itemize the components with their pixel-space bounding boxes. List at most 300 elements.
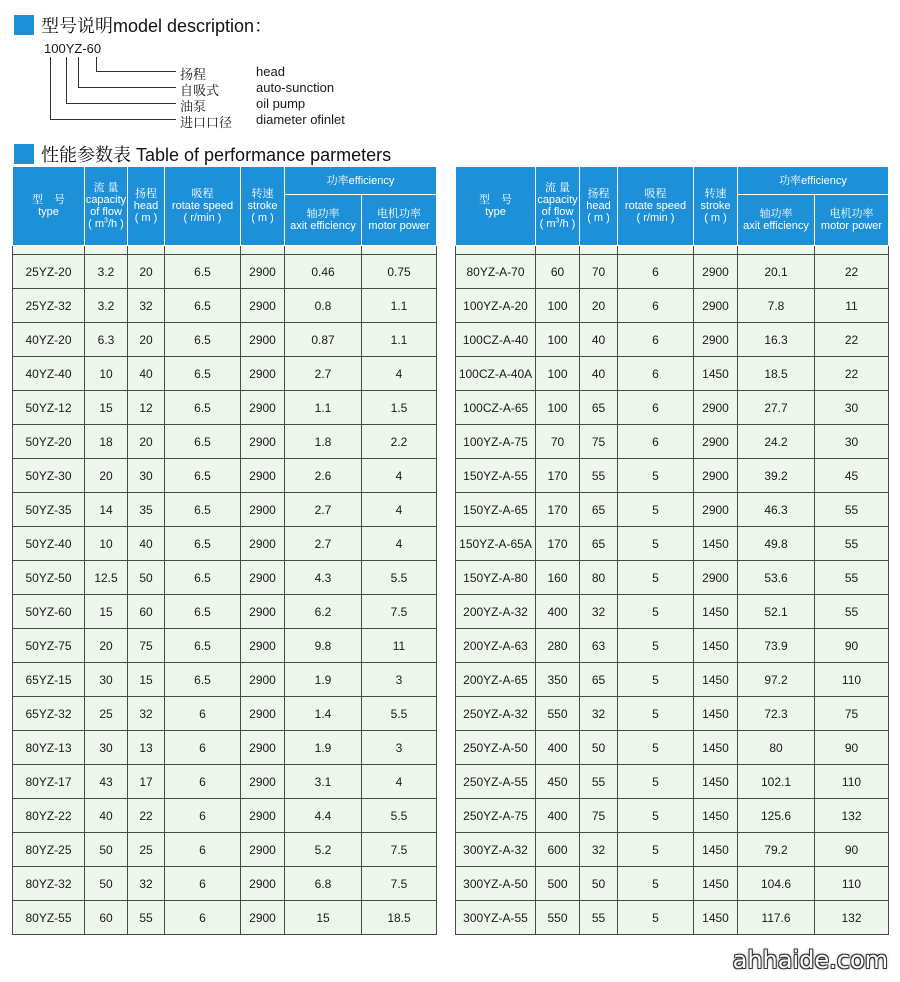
- cell-suction: 6: [165, 901, 241, 935]
- cell-speed: 2900: [694, 289, 738, 323]
- cell-suction: 5: [618, 833, 694, 867]
- cell-suction: 5: [618, 765, 694, 799]
- cell-head: 50: [580, 867, 618, 901]
- cell-head: 60: [128, 595, 165, 629]
- cell-flow: 10: [85, 357, 128, 391]
- leader-line-head: [96, 57, 97, 72]
- spacer-cell: [128, 246, 165, 255]
- table-body-left: [13, 246, 437, 935]
- cell-motor-power: 4: [362, 527, 437, 561]
- cell-flow: 10: [85, 527, 128, 561]
- table-row: [456, 459, 889, 493]
- cell-shaft-power: 52.1: [738, 595, 815, 629]
- cell-head: 63: [580, 629, 618, 663]
- cell-speed: 1450: [694, 765, 738, 799]
- cell-head: 35: [128, 493, 165, 527]
- cell-speed: 2900: [694, 459, 738, 493]
- cell-suction: 6.5: [165, 629, 241, 663]
- cell-suction: 6.5: [165, 663, 241, 697]
- cell-speed: 1450: [694, 697, 738, 731]
- cell-shaft-power: 4.4: [285, 799, 362, 833]
- cell-type: 50YZ-12: [13, 391, 85, 425]
- cell-head: 40: [128, 527, 165, 561]
- cell-suction: 6: [165, 867, 241, 901]
- cell-type: 80YZ-13: [13, 731, 85, 765]
- cell-suction: 5: [618, 663, 694, 697]
- cell-flow: 60: [536, 255, 580, 289]
- cell-speed: 2900: [241, 561, 285, 595]
- watermark: ahhaide.com: [732, 946, 888, 974]
- header-type: 型 号 type: [456, 167, 536, 246]
- table-row: [456, 323, 889, 357]
- header-motor-power: 电机功率 motor power: [815, 195, 889, 246]
- cell-speed: 2900: [694, 323, 738, 357]
- cell-suction: 6: [165, 731, 241, 765]
- cell-speed: 1450: [694, 833, 738, 867]
- spacer-cell: [456, 246, 536, 255]
- cell-type: 50YZ-35: [13, 493, 85, 527]
- cell-head: 20: [580, 289, 618, 323]
- spacer-cell: [618, 246, 694, 255]
- cell-flow: 400: [536, 731, 580, 765]
- table-row: [456, 595, 889, 629]
- cell-motor-power: 22: [815, 357, 889, 391]
- table-row: [456, 527, 889, 561]
- cell-flow: 6.3: [85, 323, 128, 357]
- cell-head: 55: [580, 459, 618, 493]
- cell-shaft-power: 2.7: [285, 493, 362, 527]
- cell-shaft-power: 79.2: [738, 833, 815, 867]
- table-row: [13, 459, 437, 493]
- table-row: [456, 289, 889, 323]
- cell-suction: 6.5: [165, 527, 241, 561]
- label-self-priming-cn: 自吸式: [180, 83, 220, 98]
- cell-suction: 5: [618, 493, 694, 527]
- table-row: [13, 357, 437, 391]
- leader-line-inlet: [50, 57, 51, 120]
- cell-head: 75: [128, 629, 165, 663]
- spacer-cell: [285, 246, 362, 255]
- table-row: [13, 901, 437, 935]
- cell-speed: 2900: [241, 595, 285, 629]
- table-row: [456, 901, 889, 935]
- spacer-cell: [241, 246, 285, 255]
- label-inlet-en: diameter ofinlet: [256, 112, 345, 127]
- cell-type: 65YZ-15: [13, 663, 85, 697]
- cell-type: 50YZ-40: [13, 527, 85, 561]
- cell-suction: 6: [618, 391, 694, 425]
- cell-flow: 600: [536, 833, 580, 867]
- cell-type: 25YZ-20: [13, 255, 85, 289]
- cell-motor-power: 22: [815, 255, 889, 289]
- header-shaft-power: 轴功率 axit efficiency: [285, 195, 362, 246]
- spacer-cell: [815, 246, 889, 255]
- cell-flow: 14: [85, 493, 128, 527]
- table-row: [456, 731, 889, 765]
- cell-shaft-power: 16.3: [738, 323, 815, 357]
- cell-flow: 100: [536, 323, 580, 357]
- cell-motor-power: 45: [815, 459, 889, 493]
- cell-speed: 2900: [241, 527, 285, 561]
- cell-type: 200YZ-A-32: [456, 595, 536, 629]
- cell-shaft-power: 1.9: [285, 663, 362, 697]
- table-row: [13, 697, 437, 731]
- model-description-diagram: [40, 40, 400, 130]
- cell-shaft-power: 3.1: [285, 765, 362, 799]
- cell-speed: 2900: [241, 833, 285, 867]
- cell-shaft-power: 2.6: [285, 459, 362, 493]
- cell-speed: 2900: [241, 289, 285, 323]
- table-row: [13, 425, 437, 459]
- table-row: [13, 561, 437, 595]
- cell-motor-power: 90: [815, 833, 889, 867]
- cell-motor-power: 1.1: [362, 289, 437, 323]
- table-row: [13, 391, 437, 425]
- table-spacer-row: [13, 246, 437, 255]
- cell-motor-power: 5.5: [362, 799, 437, 833]
- cell-shaft-power: 0.87: [285, 323, 362, 357]
- cell-head: 75: [580, 425, 618, 459]
- cell-motor-power: 5.5: [362, 561, 437, 595]
- cell-flow: 20: [85, 459, 128, 493]
- table-row: [456, 357, 889, 391]
- leader-line-oil-pump-h: [66, 103, 176, 104]
- leader-line-self-priming: [78, 57, 79, 88]
- cell-flow: 170: [536, 459, 580, 493]
- cell-flow: 160: [536, 561, 580, 595]
- cell-suction: 6.5: [165, 493, 241, 527]
- label-head-cn: 扬程: [180, 67, 207, 82]
- header-power-group: 功率efficiency: [738, 167, 889, 195]
- table-row: [456, 425, 889, 459]
- cell-speed: 2900: [241, 493, 285, 527]
- label-inlet-cn: 进口口径: [180, 115, 233, 130]
- table-row: [13, 323, 437, 357]
- cell-motor-power: 55: [815, 493, 889, 527]
- cell-type: 50YZ-75: [13, 629, 85, 663]
- performance-table-left: [12, 166, 437, 935]
- cell-motor-power: 30: [815, 425, 889, 459]
- cell-speed: 1450: [694, 595, 738, 629]
- table-row: [13, 527, 437, 561]
- cell-motor-power: 7.5: [362, 595, 437, 629]
- cell-motor-power: 1.5: [362, 391, 437, 425]
- spacer-cell: [580, 246, 618, 255]
- cell-shaft-power: 0.46: [285, 255, 362, 289]
- cell-flow: 3.2: [85, 255, 128, 289]
- cell-suction: 5: [618, 459, 694, 493]
- section-title-performance: [14, 141, 391, 167]
- cell-speed: 2900: [241, 255, 285, 289]
- table-row: [456, 391, 889, 425]
- cell-type: 150YZ-A-65A: [456, 527, 536, 561]
- cell-flow: 15: [85, 595, 128, 629]
- cell-type: 80YZ-17: [13, 765, 85, 799]
- cell-type: 50YZ-20: [13, 425, 85, 459]
- table-row: [13, 765, 437, 799]
- cell-type: 200YZ-A-65: [456, 663, 536, 697]
- section-title-text: 型号说明model description：: [41, 16, 273, 36]
- cell-speed: 1450: [694, 901, 738, 935]
- spacer-cell: [738, 246, 815, 255]
- cell-type: 250YZ-A-75: [456, 799, 536, 833]
- cell-head: 70: [580, 255, 618, 289]
- cell-flow: 500: [536, 867, 580, 901]
- cell-speed: 1450: [694, 731, 738, 765]
- cell-suction: 6: [165, 833, 241, 867]
- cell-motor-power: 4: [362, 357, 437, 391]
- cell-flow: 550: [536, 697, 580, 731]
- cell-head: 20: [128, 255, 165, 289]
- leader-line-oil-pump: [66, 57, 67, 104]
- cell-shaft-power: 49.8: [738, 527, 815, 561]
- cell-type: 40YZ-20: [13, 323, 85, 357]
- table-row: [456, 867, 889, 901]
- cell-speed: 1450: [694, 663, 738, 697]
- cell-flow: 3.2: [85, 289, 128, 323]
- cell-shaft-power: 5.2: [285, 833, 362, 867]
- section-title-model-description: [14, 12, 272, 38]
- header-flow: 流 量 capacity of flow ( $m^3/h$ ): [85, 167, 128, 246]
- cell-type: 250YZ-A-32: [456, 697, 536, 731]
- cell-motor-power: 4: [362, 459, 437, 493]
- header-speed: 转速 stroke ( m ): [241, 167, 285, 246]
- cell-motor-power: 3: [362, 663, 437, 697]
- cell-speed: 1450: [694, 867, 738, 901]
- cell-suction: 5: [618, 799, 694, 833]
- table-row: [456, 663, 889, 697]
- cell-flow: 40: [85, 799, 128, 833]
- cell-motor-power: 11: [362, 629, 437, 663]
- cell-suction: 6: [618, 425, 694, 459]
- cell-flow: 60: [85, 901, 128, 935]
- table-row: [13, 289, 437, 323]
- cell-speed: 2900: [241, 391, 285, 425]
- table-row: [13, 595, 437, 629]
- cell-speed: 2900: [241, 357, 285, 391]
- cell-shaft-power: 1.8: [285, 425, 362, 459]
- cell-motor-power: 1.1: [362, 323, 437, 357]
- cell-shaft-power: 9.8: [285, 629, 362, 663]
- header-speed: 转速 stroke ( m ): [694, 167, 738, 246]
- header-flow: 流 量 capacity of flow ( $m^3/h$ ): [536, 167, 580, 246]
- leader-line-head-h: [96, 71, 176, 72]
- cell-motor-power: 110: [815, 663, 889, 697]
- cell-shaft-power: 1.9: [285, 731, 362, 765]
- cell-type: 80YZ-25: [13, 833, 85, 867]
- cell-head: 25: [128, 833, 165, 867]
- cell-speed: 2900: [241, 697, 285, 731]
- cell-motor-power: 30: [815, 391, 889, 425]
- cell-suction: 6.5: [165, 391, 241, 425]
- cell-shaft-power: 39.2: [738, 459, 815, 493]
- cell-motor-power: 110: [815, 765, 889, 799]
- cell-speed: 2900: [694, 561, 738, 595]
- cell-flow: 50: [85, 867, 128, 901]
- cell-head: 65: [580, 527, 618, 561]
- leader-line-self-priming-h: [78, 87, 176, 88]
- cell-suction: 6: [165, 765, 241, 799]
- cell-suction: 6: [165, 697, 241, 731]
- cell-type: 250YZ-A-55: [456, 765, 536, 799]
- cell-shaft-power: 73.9: [738, 629, 815, 663]
- cell-speed: 1450: [694, 629, 738, 663]
- cell-motor-power: 7.5: [362, 867, 437, 901]
- cell-head: 40: [580, 357, 618, 391]
- cell-flow: 70: [536, 425, 580, 459]
- cell-flow: 100: [536, 391, 580, 425]
- cell-motor-power: 55: [815, 595, 889, 629]
- cell-head: 20: [128, 323, 165, 357]
- cell-suction: 5: [618, 527, 694, 561]
- cell-motor-power: 4: [362, 493, 437, 527]
- cell-shaft-power: 6.2: [285, 595, 362, 629]
- cell-motor-power: 2.2: [362, 425, 437, 459]
- cell-shaft-power: 4.3: [285, 561, 362, 595]
- header-head: 扬程 head ( m ): [580, 167, 618, 246]
- header-suction: 吸程 rotate speed ( r/min ): [618, 167, 694, 246]
- header-shaft-power: 轴功率 axit efficiency: [738, 195, 815, 246]
- cell-type: 100YZ-A-75: [456, 425, 536, 459]
- cell-flow: 18: [85, 425, 128, 459]
- spacer-cell: [85, 246, 128, 255]
- cell-shaft-power: 46.3: [738, 493, 815, 527]
- cell-flow: 170: [536, 527, 580, 561]
- cell-shaft-power: 20.1: [738, 255, 815, 289]
- cell-head: 32: [128, 697, 165, 731]
- cell-motor-power: 7.5: [362, 833, 437, 867]
- cell-type: 300YZ-A-50: [456, 867, 536, 901]
- cell-speed: 2900: [241, 901, 285, 935]
- table-row: [456, 255, 889, 289]
- cell-head: 15: [128, 663, 165, 697]
- cell-shaft-power: 104.6: [738, 867, 815, 901]
- cell-suction: 6.5: [165, 255, 241, 289]
- label-oil-pump-en: oil pump: [256, 96, 306, 111]
- cell-flow: 12.5: [85, 561, 128, 595]
- cell-suction: 6.5: [165, 357, 241, 391]
- cell-shaft-power: 2.7: [285, 357, 362, 391]
- table-row: [456, 765, 889, 799]
- header-type: 型 号 type: [13, 167, 85, 246]
- section-title-text: 性能参数表 Table of performance parmeters: [41, 145, 392, 165]
- cell-type: 300YZ-A-55: [456, 901, 536, 935]
- cell-type: 150YZ-A-80: [456, 561, 536, 595]
- cell-speed: 1450: [694, 527, 738, 561]
- cell-shaft-power: 1.4: [285, 697, 362, 731]
- cell-flow: 400: [536, 595, 580, 629]
- cell-suction: 6.5: [165, 425, 241, 459]
- cell-speed: 2900: [241, 799, 285, 833]
- table-row: [13, 833, 437, 867]
- cell-head: 50: [128, 561, 165, 595]
- cell-type: 50YZ-50: [13, 561, 85, 595]
- cell-shaft-power: 97.2: [738, 663, 815, 697]
- table-spacer-row: [456, 246, 889, 255]
- cell-speed: 2900: [241, 867, 285, 901]
- cell-type: 250YZ-A-50: [456, 731, 536, 765]
- label-self-priming-en: auto-sunction: [256, 80, 335, 95]
- header-head: 扬程 head ( m ): [128, 167, 165, 246]
- table-row: [456, 629, 889, 663]
- cell-flow: 30: [85, 731, 128, 765]
- table-row: [13, 731, 437, 765]
- cell-shaft-power: 0.8: [285, 289, 362, 323]
- table-row: [13, 255, 437, 289]
- table-row: [456, 493, 889, 527]
- cell-type: 40YZ-40: [13, 357, 85, 391]
- cell-flow: 400: [536, 799, 580, 833]
- cell-suction: 5: [618, 697, 694, 731]
- table-row: [13, 629, 437, 663]
- spacer-cell: [362, 246, 437, 255]
- cell-head: 65: [580, 391, 618, 425]
- cell-shaft-power: 117.6: [738, 901, 815, 935]
- spacer-cell: [536, 246, 580, 255]
- label-oil-pump-cn: 油泵: [180, 99, 207, 114]
- cell-head: 32: [128, 867, 165, 901]
- cell-type: 100CZ-A-65: [456, 391, 536, 425]
- table-row: [13, 799, 437, 833]
- cell-flow: 450: [536, 765, 580, 799]
- cell-head: 17: [128, 765, 165, 799]
- cell-head: 32: [580, 697, 618, 731]
- cell-shaft-power: 2.7: [285, 527, 362, 561]
- cell-suction: 6: [165, 799, 241, 833]
- cell-type: 100CZ-A-40A: [456, 357, 536, 391]
- cell-head: 20: [128, 425, 165, 459]
- cell-head: 75: [580, 799, 618, 833]
- table-row: [13, 493, 437, 527]
- table-row: [456, 561, 889, 595]
- cell-head: 55: [580, 901, 618, 935]
- cell-motor-power: 18.5: [362, 901, 437, 935]
- cell-shaft-power: 7.8: [738, 289, 815, 323]
- cell-flow: 20: [85, 629, 128, 663]
- cell-shaft-power: 1.1: [285, 391, 362, 425]
- cell-suction: 6.5: [165, 561, 241, 595]
- cell-head: 12: [128, 391, 165, 425]
- cell-type: 80YZ-A-70: [456, 255, 536, 289]
- cell-head: 32: [580, 833, 618, 867]
- cell-shaft-power: 6.8: [285, 867, 362, 901]
- cell-suction: 6: [618, 255, 694, 289]
- table-row: [456, 697, 889, 731]
- cell-shaft-power: 53.6: [738, 561, 815, 595]
- cell-suction: 6.5: [165, 459, 241, 493]
- cell-speed: 1450: [694, 357, 738, 391]
- cell-flow: 100: [536, 357, 580, 391]
- cell-type: 65YZ-32: [13, 697, 85, 731]
- cell-suction: 5: [618, 867, 694, 901]
- cell-type: 80YZ-22: [13, 799, 85, 833]
- header-power-group: 功率efficiency: [285, 167, 437, 195]
- header-motor-power: 电机功率 motor power: [362, 195, 437, 246]
- cell-head: 40: [128, 357, 165, 391]
- cell-shaft-power: 102.1: [738, 765, 815, 799]
- cell-motor-power: 110: [815, 867, 889, 901]
- cell-motor-power: 90: [815, 731, 889, 765]
- cell-suction: 6.5: [165, 323, 241, 357]
- spacer-cell: [165, 246, 241, 255]
- cell-motor-power: 11: [815, 289, 889, 323]
- cell-flow: 280: [536, 629, 580, 663]
- blue-square-icon: [14, 144, 34, 164]
- table-row: [456, 799, 889, 833]
- cell-head: 13: [128, 731, 165, 765]
- cell-flow: 170: [536, 493, 580, 527]
- cell-type: 80YZ-55: [13, 901, 85, 935]
